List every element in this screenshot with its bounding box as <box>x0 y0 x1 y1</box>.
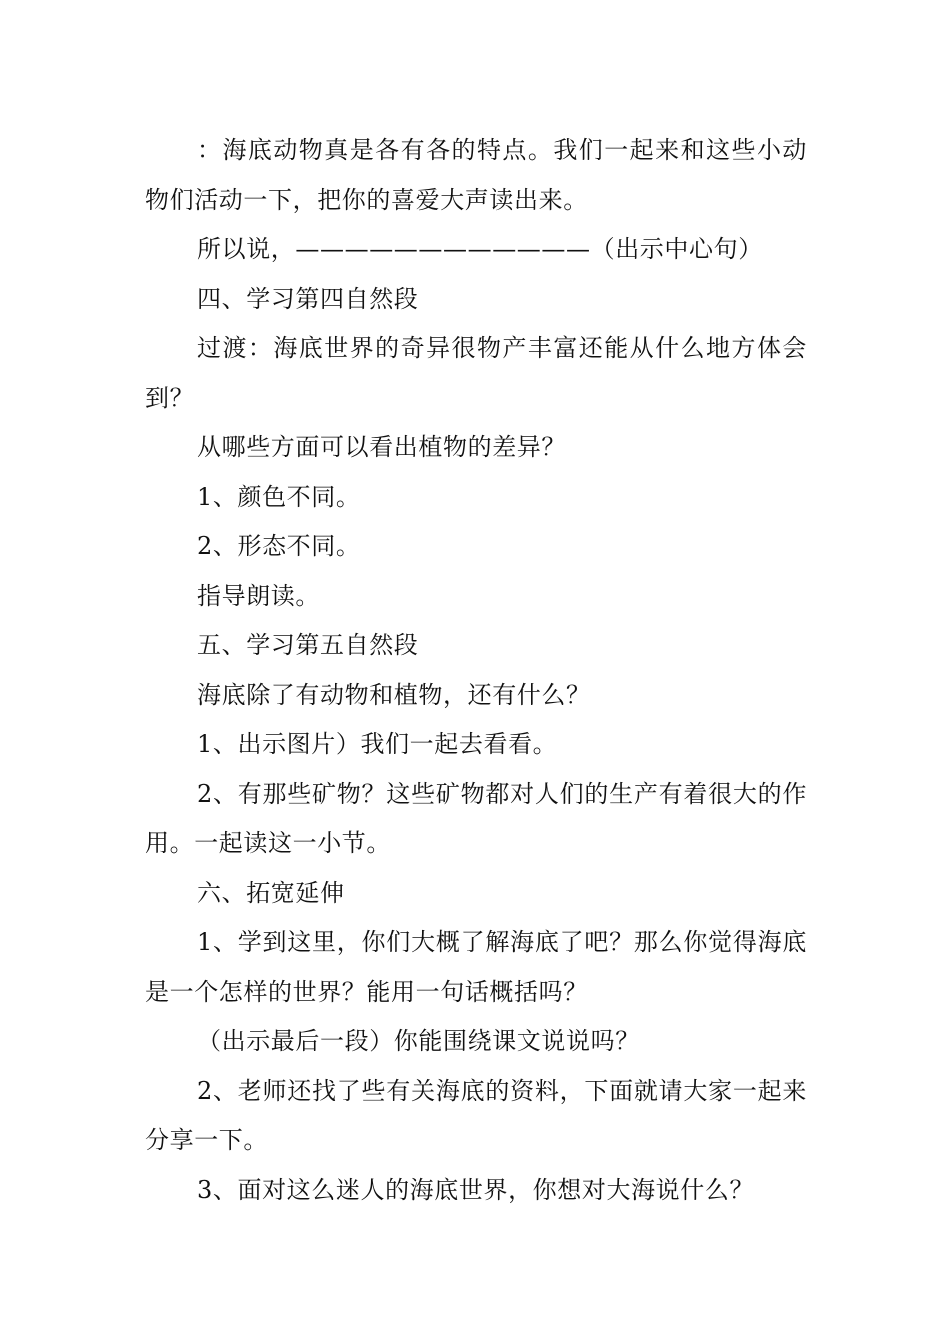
paragraph: 海底除了有动物和植物，还有什么？ <box>197 680 591 709</box>
section-heading: 四、学习第四自然段 <box>197 284 419 313</box>
paragraph: ：海底动物真是各有各的特点。我们一起来和这些小动物们活动一下，把你的喜爱大声读出来。 <box>145 136 807 214</box>
section-heading: 六、拓宽延伸 <box>197 878 345 907</box>
list-item: 1、出示图片）我们一起去看看。 <box>197 730 558 758</box>
paragraph: 过渡：海底世界的奇异很物产丰富还能从什么地方体会到？ <box>145 334 807 412</box>
list-item: 3、面对这么迷人的海底世界，你想对大海说什么？ <box>197 1175 755 1204</box>
list-item: 1、颜色不同。 <box>197 482 361 511</box>
list-item: 2、形态不同。 <box>197 532 361 560</box>
list-item: 2、有那些矿物？这些矿物都对人们的生产有着很大的作用。一起读这一小节。 <box>145 779 807 857</box>
paragraph: 指导朗读。 <box>197 581 320 610</box>
paragraph: 从哪些方面可以看出植物的差异？ <box>197 433 566 461</box>
list-item: 2、老师还找了些有关海底的资料，下面就请大家一起来分享一下。 <box>145 1076 807 1154</box>
paragraph: （出示最后一段）你能围绕课文说说吗？ <box>197 1027 640 1055</box>
section-heading: 五、学习第五自然段 <box>197 631 419 659</box>
paragraph: 所以说，————————————（出示中心句） <box>197 235 763 263</box>
document-body <box>145 126 807 1215</box>
list-item: 1、学到这里，你们大概了解海底了吧？那么你觉得海底是一个怎样的世界？能用一句话概括吗？ <box>145 928 807 1006</box>
